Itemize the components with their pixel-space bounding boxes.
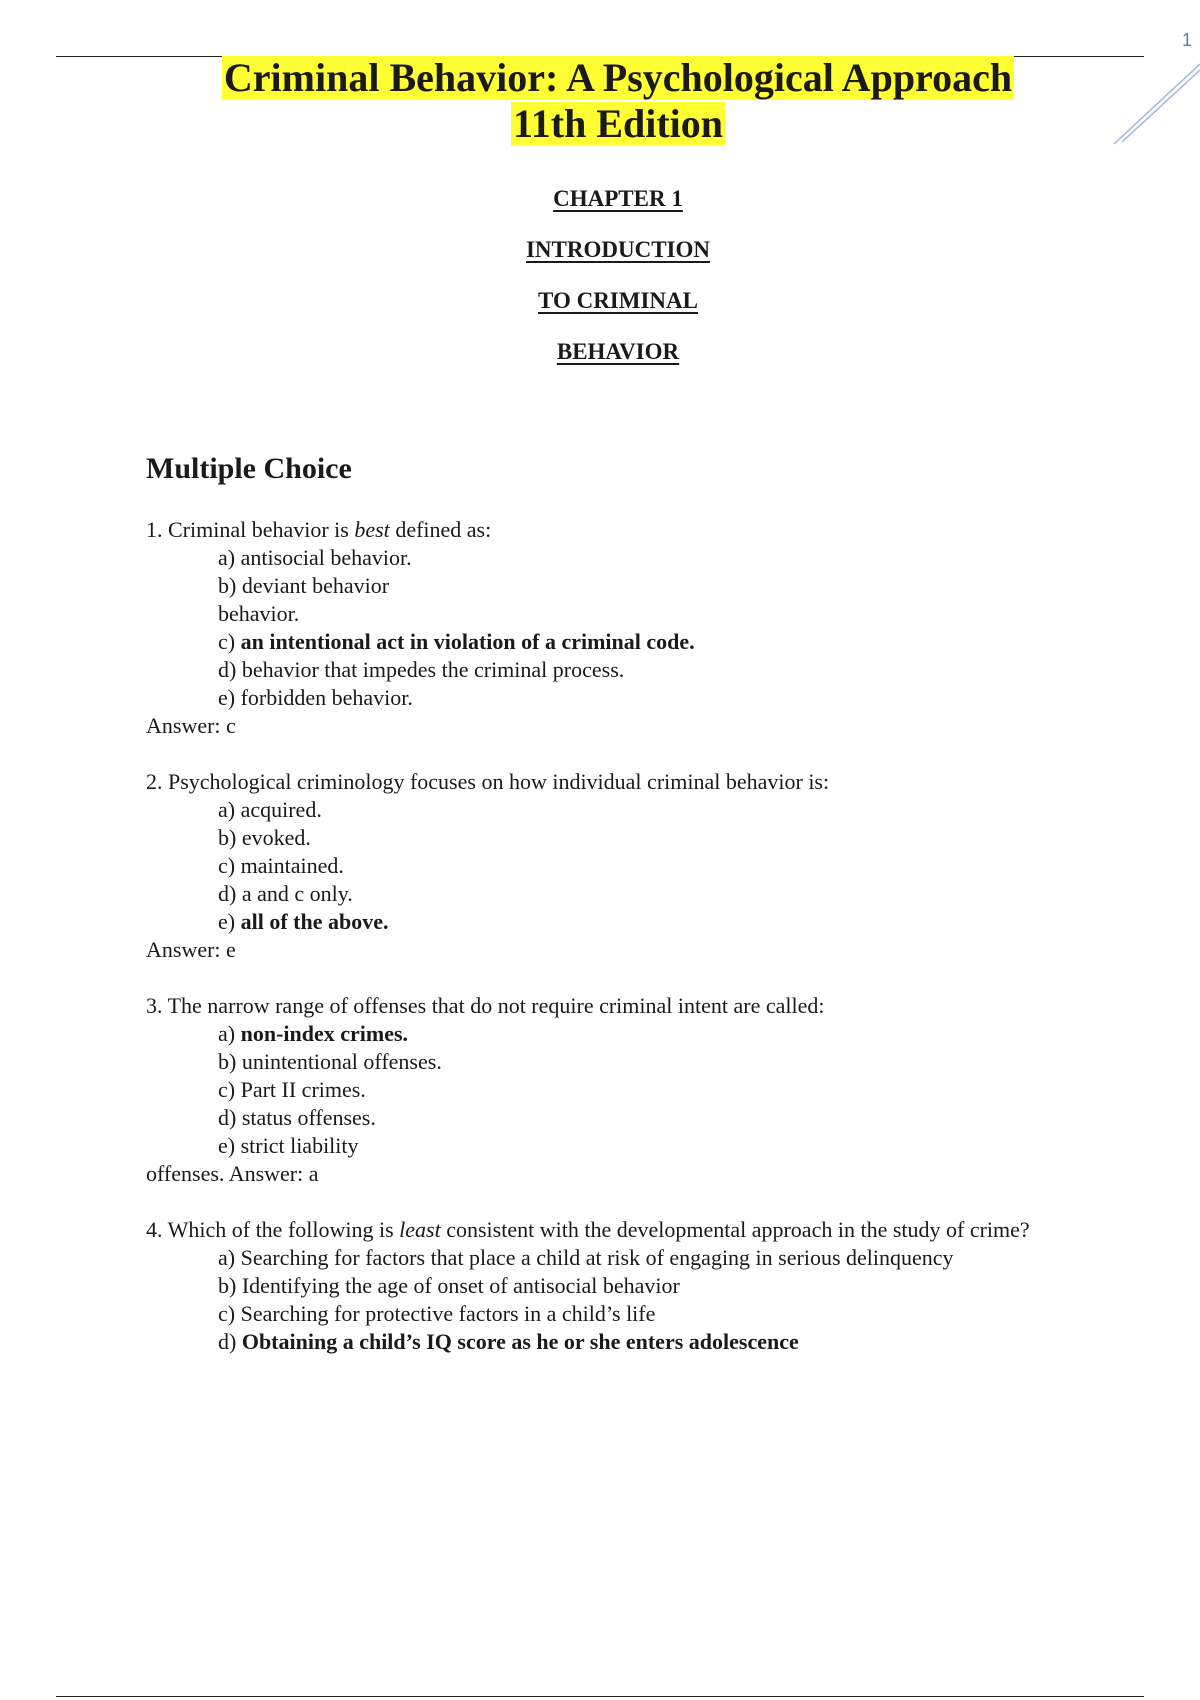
option-c	[218, 628, 1066, 656]
option-letter: a)	[218, 1021, 241, 1046]
correct-option-text: non-index crimes.	[240, 1021, 409, 1046]
chapter-title-line-1: INTRODUCTION	[525, 237, 711, 262]
footer-rule	[56, 1696, 1144, 1697]
stem-text: 4. Which of the following is	[146, 1217, 400, 1242]
title-line-2: 11th Edition	[512, 101, 724, 146]
page-number: 1	[1181, 30, 1192, 50]
answer-line: offenses. Answer: a	[146, 1161, 319, 1186]
option-a: a) antisocial behavior.	[218, 545, 412, 570]
stem-emphasis: least	[399, 1217, 441, 1242]
question-stem	[146, 1216, 1046, 1244]
option-b: b) Identifying the age of onset of antisocial behavior	[218, 1273, 680, 1298]
correct-option-text: Obtaining a child’s IQ score as he or she enters adolescence	[241, 1329, 799, 1354]
option-b: b) deviant behavior	[218, 573, 390, 598]
option-e: e) forbidden behavior.	[218, 685, 413, 710]
chapter-title-line-2: TO CRIMINAL	[538, 288, 698, 313]
chapter-number: CHAPTER 1	[553, 186, 683, 211]
document-title	[0, 56, 1200, 148]
option-d	[218, 1328, 1066, 1356]
question-list	[146, 516, 1066, 1384]
option-letter: c)	[218, 629, 241, 654]
option-c: c) Searching for protective factors in a child’s life	[218, 1301, 656, 1326]
option-b: b) unintentional offenses.	[218, 1049, 442, 1074]
stem-text: defined as:	[389, 517, 492, 542]
option-d: d) behavior that impedes the criminal process.	[218, 657, 625, 682]
correct-option-text: all of the above.	[240, 909, 389, 934]
correct-option-text: an intentional act in violation of a criminal code.	[240, 629, 695, 654]
stem-text: consistent with the developmental approach in the study of crime?	[440, 1217, 1030, 1242]
option-a: a) Searching for factors that place a child at risk of engaging in serious delinquency	[218, 1245, 954, 1270]
answer-line: Answer: e	[146, 937, 236, 962]
answer-line: Answer: c	[146, 713, 236, 738]
option-a: a) acquired.	[218, 797, 322, 822]
option-b-continued: behavior.	[218, 601, 300, 626]
option-d: d) status offenses.	[218, 1105, 376, 1130]
chapter-title-line-3: BEHAVIOR	[556, 339, 680, 364]
chapter-heading	[0, 186, 1200, 390]
stem-emphasis: best	[354, 517, 390, 542]
stem-text: 1. Criminal behavior is	[146, 517, 355, 542]
option-letter: e)	[218, 909, 241, 934]
option-c: c) maintained.	[218, 853, 344, 878]
option-d: d) a and c only.	[218, 881, 353, 906]
question-stem: 2. Psychological criminology focuses on how individual criminal behavior is:	[146, 769, 830, 794]
section-heading: Multiple Choice	[146, 452, 352, 485]
question-stem: 3. The narrow range of offenses that do not require criminal intent are called:	[146, 993, 825, 1018]
option-c: c) Part II crimes.	[218, 1077, 366, 1102]
title-line-1: Criminal Behavior: A Psychological Approach	[223, 55, 1013, 100]
option-e	[218, 908, 1066, 936]
question-stem	[146, 516, 1066, 544]
question-4	[146, 1216, 1066, 1356]
option-e: e) strict liability	[218, 1133, 359, 1158]
question-3	[146, 992, 1066, 1188]
option-b: b) evoked.	[218, 825, 311, 850]
option-a	[218, 1020, 1066, 1048]
question-1	[146, 516, 1066, 740]
question-2	[146, 768, 1066, 964]
option-letter: d)	[218, 1329, 242, 1354]
